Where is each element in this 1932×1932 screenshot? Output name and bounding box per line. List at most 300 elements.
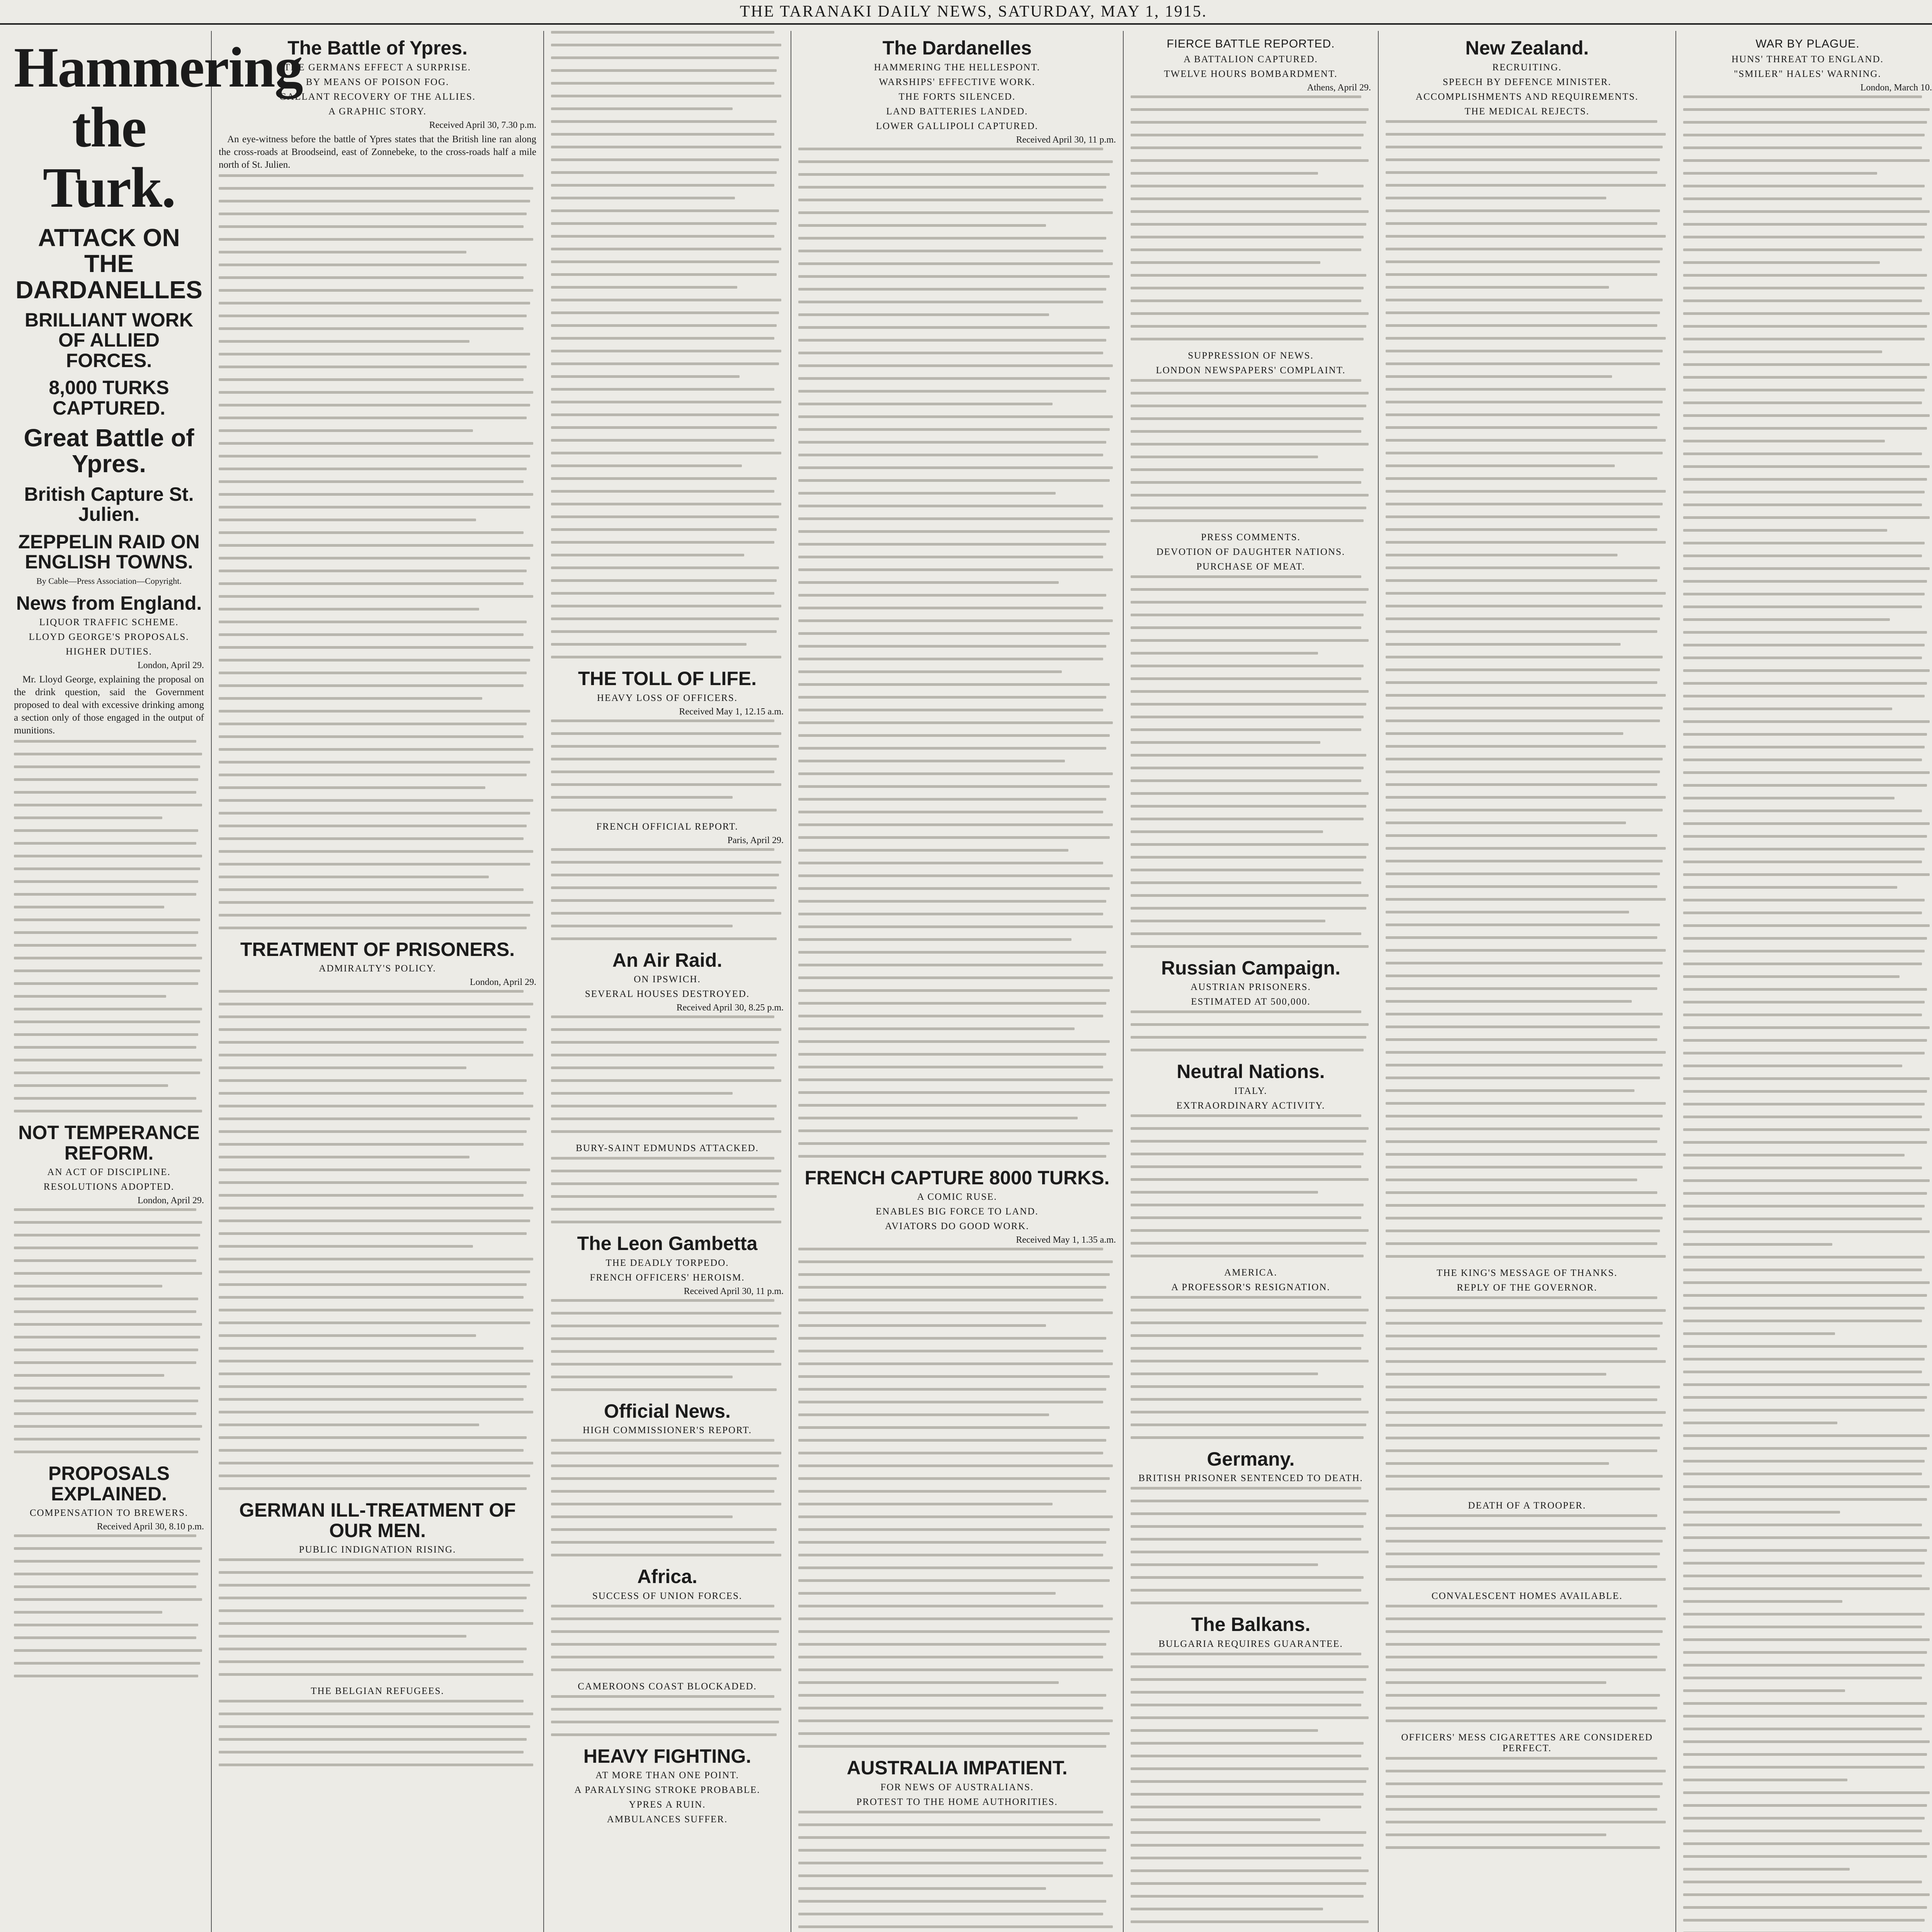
text-line	[219, 570, 527, 572]
text-line	[1131, 805, 1366, 808]
text-line	[1386, 1527, 1666, 1530]
text-line	[1386, 1166, 1663, 1168]
text-line	[798, 1027, 1075, 1030]
text-line	[1386, 311, 1660, 314]
text-line	[1683, 1320, 1922, 1322]
subheading: SUCCESS OF UNION FORCES.	[592, 1590, 743, 1601]
text-line	[1683, 440, 1885, 442]
text-line	[1683, 1613, 1925, 1616]
text-line	[219, 608, 479, 611]
text-line	[219, 1487, 527, 1490]
subheading: CONVALESCENT HOMES AVAILABLE.	[1431, 1590, 1623, 1601]
text-line	[1683, 1039, 1927, 1042]
text-line	[1386, 1475, 1663, 1478]
text-line	[1683, 912, 1922, 914]
text-line	[1683, 1256, 1925, 1259]
text-line	[1386, 1013, 1663, 1015]
text-line	[551, 299, 781, 301]
text-line	[219, 417, 527, 419]
text-line	[1683, 197, 1922, 200]
text-line	[219, 1609, 524, 1612]
text-line	[1683, 542, 1925, 544]
text-line	[219, 187, 533, 190]
text-line	[551, 452, 781, 454]
text-line	[798, 1388, 1106, 1391]
text-line	[219, 927, 527, 929]
text-line	[1683, 1562, 1925, 1565]
text-line	[1386, 681, 1657, 684]
text-line	[798, 823, 1113, 826]
text-line	[1131, 172, 1318, 175]
text-line	[1386, 579, 1657, 582]
text-line	[1683, 465, 1930, 468]
text-line	[551, 56, 779, 59]
text-line	[1386, 770, 1660, 773]
text-line	[1131, 767, 1364, 769]
text-line	[1386, 1630, 1663, 1633]
subheading: FOR NEWS OF AUSTRALIANS.	[880, 1782, 1034, 1793]
text-line	[1131, 1767, 1369, 1770]
text-line	[1683, 350, 1882, 353]
text-line	[798, 1002, 1106, 1005]
text-line	[798, 148, 1103, 150]
text-line	[551, 337, 774, 340]
text-line	[1131, 945, 1369, 948]
subheading: THE BELGIAN REFUGEES.	[311, 1686, 444, 1696]
text-line	[219, 315, 527, 317]
text-line	[1386, 566, 1660, 569]
text-line	[551, 107, 733, 110]
text-line	[1386, 146, 1663, 148]
text-line	[798, 1849, 1106, 1852]
text-line	[1683, 554, 1922, 557]
text-line	[798, 1464, 1113, 1467]
text-line	[1386, 503, 1663, 505]
column-1	[7, 31, 303, 1932]
text-line	[1386, 1360, 1666, 1363]
text-line	[1131, 869, 1364, 871]
text-line	[1131, 1114, 1361, 1117]
text-line	[1131, 1229, 1369, 1232]
text-line	[219, 1571, 533, 1574]
column-7	[1676, 31, 1932, 1932]
text-line	[1386, 490, 1666, 493]
text-line	[551, 1541, 774, 1544]
text-line	[551, 197, 735, 199]
subheading: SEVERAL HOUSES DESTROYED.	[585, 989, 750, 999]
text-line	[1386, 809, 1663, 811]
headline: Neutral Nations.	[1177, 1061, 1325, 1082]
text-line	[798, 938, 1071, 941]
text-line	[1131, 1411, 1369, 1413]
text-line	[798, 288, 1106, 291]
text-line	[1131, 1806, 1361, 1808]
subheading: AMERICA.	[1224, 1267, 1277, 1278]
text-line	[1386, 643, 1621, 646]
text-line	[1683, 1651, 1927, 1654]
text-line	[1683, 899, 1925, 901]
text-line	[1386, 847, 1666, 850]
text-line	[798, 339, 1106, 342]
text-line	[1386, 860, 1663, 862]
subheading: ADMIRALTY'S POLICY.	[319, 963, 436, 974]
text-line	[551, 1376, 733, 1378]
text-line	[219, 1079, 527, 1082]
text-line	[219, 1347, 524, 1350]
text-line	[1131, 1140, 1366, 1143]
text-line	[798, 811, 1103, 813]
text-line	[219, 1028, 527, 1031]
text-line	[551, 1452, 781, 1454]
text-line	[219, 582, 524, 585]
text-line	[1386, 1707, 1657, 1709]
text-line	[14, 957, 202, 959]
text-line	[1683, 1281, 1930, 1284]
text-line	[1131, 1729, 1318, 1732]
text-line	[1131, 575, 1361, 578]
text-line	[219, 1360, 533, 1362]
text-line	[551, 1054, 777, 1056]
subheading: LONDON NEWSPAPERS' COMPLAINT.	[1156, 365, 1346, 376]
dateline: Received April 30, 7.30 p.m.	[429, 120, 536, 130]
text-line	[1683, 746, 1925, 748]
text-line	[551, 1130, 781, 1133]
text-line	[1683, 1205, 1925, 1208]
text-line	[1386, 1833, 1606, 1836]
text-line	[551, 362, 779, 365]
subheading: DEATH OF A TROOPER.	[1468, 1500, 1586, 1511]
text-line	[798, 1592, 1056, 1595]
article-body-text	[551, 1299, 784, 1391]
text-line	[1683, 848, 1925, 850]
headline: AUSTRALIA IMPATIENT.	[847, 1757, 1068, 1779]
column-6	[1379, 31, 1676, 1932]
headline: FRENCH CAPTURE 8000 TURKS.	[804, 1167, 1110, 1189]
headline: THE TOLL OF LIFE.	[578, 668, 757, 689]
text-line	[798, 313, 1049, 316]
text-line	[1131, 274, 1366, 277]
text-line	[1683, 784, 1927, 787]
headline: Great Battle of Ypres.	[24, 424, 194, 478]
text-line	[551, 1015, 774, 1018]
text-line	[1683, 1052, 1925, 1054]
text-line	[1131, 1691, 1364, 1694]
text-line	[551, 503, 781, 505]
text-line	[798, 734, 1110, 737]
text-line	[798, 1452, 1103, 1454]
text-line	[1131, 1563, 1318, 1566]
text-line	[1683, 1728, 1922, 1730]
text-line	[1386, 1540, 1663, 1543]
text-line	[1386, 962, 1663, 964]
text-line	[219, 200, 530, 202]
headline: The Dardanelles	[882, 37, 1032, 59]
text-line	[219, 595, 533, 598]
headline: News from England.	[16, 592, 202, 614]
text-line	[14, 1374, 164, 1377]
text-line	[219, 238, 533, 241]
text-line	[551, 388, 774, 391]
text-line	[219, 506, 530, 509]
text-line	[1683, 695, 1925, 697]
text-line	[1131, 920, 1325, 922]
article-body-text	[551, 1015, 784, 1133]
text-line	[1683, 1167, 1922, 1169]
text-line	[1683, 236, 1925, 238]
text-line	[1131, 690, 1369, 693]
dateline: London, March 10.	[1860, 82, 1932, 93]
column-5	[1124, 31, 1379, 1932]
text-line	[219, 404, 530, 406]
text-line	[1386, 1605, 1657, 1607]
text-line	[219, 366, 527, 368]
text-line	[1683, 1677, 1922, 1679]
text-line	[1386, 1077, 1660, 1079]
text-line	[219, 659, 530, 662]
text-line	[1683, 1779, 1847, 1781]
dateline: London, April 29.	[138, 1196, 204, 1206]
text-line	[14, 1208, 196, 1211]
text-line	[798, 1528, 1110, 1531]
text-line	[1131, 588, 1369, 591]
text-line	[551, 1325, 779, 1327]
text-line	[219, 697, 482, 700]
text-line	[1683, 1192, 1927, 1195]
text-line	[219, 1181, 527, 1184]
subheading: PRESS COMMENTS.	[1201, 532, 1301, 543]
text-line	[1131, 1538, 1361, 1541]
text-line	[14, 867, 200, 870]
text-line	[219, 1462, 533, 1464]
text-line	[1386, 668, 1660, 671]
text-line	[1683, 1791, 1930, 1794]
text-line	[219, 1117, 530, 1120]
text-line	[798, 1142, 1110, 1145]
text-line	[1386, 719, 1660, 722]
text-line	[798, 1515, 1113, 1518]
subheading: ITALY.	[1234, 1085, 1267, 1096]
text-line	[551, 1617, 781, 1620]
text-line	[1683, 1090, 1927, 1093]
text-line	[1683, 1753, 1927, 1756]
headline: Hammering the Turk.	[14, 36, 303, 219]
text-line	[1131, 108, 1369, 111]
text-line	[1683, 1715, 1925, 1718]
text-line	[14, 1425, 202, 1428]
subheading: GALLANT RECOVERY OF THE ALLIES.	[279, 91, 476, 102]
text-line	[551, 31, 774, 34]
text-line	[219, 429, 473, 432]
subheading: ESTIMATED AT 500,000.	[1191, 997, 1311, 1007]
text-line	[798, 658, 1103, 660]
text-line	[1683, 1001, 1925, 1003]
text-line	[1131, 1165, 1361, 1168]
article-body-text	[551, 848, 784, 940]
text-line	[551, 1554, 781, 1556]
text-line	[219, 1066, 466, 1069]
subheading: SPEECH BY DEFENCE MINISTER.	[1442, 77, 1612, 87]
text-line	[219, 621, 527, 623]
text-line	[14, 1451, 198, 1453]
text-line	[1131, 1869, 1369, 1872]
text-line	[798, 1836, 1110, 1839]
text-line	[1683, 975, 1900, 978]
text-line	[1386, 1296, 1657, 1299]
text-line	[1131, 1385, 1364, 1388]
headline: British Capture St. Julien.	[24, 483, 194, 526]
text-line	[1131, 417, 1364, 420]
text-line	[1131, 1908, 1323, 1910]
text-line	[1386, 1757, 1657, 1760]
text-line	[1131, 601, 1366, 604]
subheading: THE MEDICAL REJECTS.	[1464, 106, 1590, 117]
text-line	[551, 1733, 777, 1736]
subheading: HUNS' THREAT TO ENGLAND.	[1731, 54, 1884, 65]
text-line	[1683, 491, 1925, 493]
text-line	[1131, 830, 1323, 833]
text-line	[219, 1751, 524, 1753]
article-body-text	[798, 1248, 1116, 1748]
text-line	[219, 1321, 530, 1324]
text-line	[1131, 792, 1369, 795]
text-line	[1131, 1423, 1366, 1426]
text-line	[1131, 379, 1361, 382]
text-line	[551, 592, 774, 595]
text-line	[798, 492, 1056, 495]
text-line	[219, 646, 533, 649]
text-line	[1131, 287, 1364, 289]
text-line	[1386, 452, 1663, 454]
text-line	[1131, 159, 1369, 162]
text-line	[798, 683, 1110, 686]
text-line	[1683, 452, 1922, 455]
text-line	[798, 1887, 1046, 1890]
text-line	[1386, 1064, 1663, 1066]
article-body-text	[219, 1700, 536, 1766]
text-line	[1683, 338, 1925, 340]
subheading: THE DEADLY TORPEDO.	[605, 1257, 729, 1268]
text-line	[551, 1028, 781, 1031]
article-body-text	[1131, 575, 1371, 948]
text-line	[219, 723, 527, 725]
text-line	[1386, 1578, 1666, 1581]
text-line	[798, 301, 1103, 303]
text-line	[1683, 1881, 1922, 1883]
text-line	[1683, 516, 1930, 519]
article-body-text	[1386, 1514, 1668, 1581]
text-line	[1131, 1242, 1366, 1245]
text-line	[798, 709, 1103, 711]
text-line	[1386, 273, 1657, 276]
text-line	[219, 812, 530, 815]
text-line	[798, 1426, 1110, 1429]
text-line	[551, 758, 777, 760]
text-line	[219, 761, 530, 764]
text-line	[1683, 1422, 1837, 1424]
text-line	[798, 1248, 1103, 1250]
text-line	[1131, 1780, 1366, 1783]
text-line	[1386, 1179, 1637, 1181]
text-line	[1683, 593, 1925, 595]
text-line	[798, 186, 1106, 189]
text-line	[1683, 1830, 1922, 1832]
text-line	[1386, 1643, 1660, 1646]
text-line	[798, 925, 1113, 928]
text-line	[798, 607, 1103, 609]
text-line	[1683, 1766, 1925, 1769]
text-line	[1131, 1178, 1369, 1181]
text-line	[798, 1439, 1106, 1442]
article-body-text	[1386, 1605, 1668, 1722]
text-line	[1683, 720, 1930, 723]
text-line	[1683, 1332, 1835, 1335]
text-line	[14, 1438, 200, 1440]
text-line	[219, 1423, 479, 1426]
text-line	[219, 289, 533, 292]
text-line	[1131, 779, 1361, 782]
text-line	[219, 876, 489, 878]
text-line	[1386, 1449, 1657, 1452]
text-line	[798, 199, 1103, 201]
text-line	[14, 1323, 202, 1326]
text-line	[1683, 1868, 1850, 1871]
text-line	[798, 964, 1103, 966]
text-line	[1683, 707, 1892, 710]
text-line	[14, 829, 198, 832]
text-line	[219, 1597, 527, 1599]
text-line	[219, 225, 524, 228]
article-body-text	[14, 1208, 204, 1453]
text-line	[1131, 728, 1361, 731]
text-line	[1683, 963, 1922, 965]
text-line	[1386, 1514, 1657, 1517]
masthead: THE TARANAKI DAILY NEWS, SATURDAY, MAY 1, 1915.	[0, 0, 1932, 25]
text-line	[1386, 1309, 1666, 1312]
text-line	[551, 1477, 777, 1480]
text-line	[14, 1020, 200, 1023]
text-line	[1683, 605, 1922, 608]
text-line	[14, 1560, 200, 1563]
text-line	[1683, 108, 1930, 111]
text-line	[551, 1721, 779, 1723]
text-line	[551, 375, 740, 378]
text-line	[219, 1660, 524, 1663]
text-line	[1683, 1804, 1927, 1807]
text-line	[219, 1130, 527, 1133]
text-line	[1386, 1347, 1657, 1350]
text-line	[551, 439, 774, 442]
text-line	[798, 479, 1110, 482]
text-line	[1131, 1372, 1318, 1375]
text-line	[798, 913, 1103, 915]
text-line	[798, 849, 1068, 852]
text-line	[1683, 1702, 1927, 1705]
text-line	[551, 82, 774, 85]
text-line	[1683, 682, 1927, 685]
text-line	[1683, 759, 1922, 761]
text-line	[798, 1566, 1113, 1569]
text-line	[798, 326, 1110, 329]
text-line	[14, 1400, 198, 1402]
text-line	[1683, 631, 1927, 634]
text-line	[798, 377, 1110, 380]
text-line	[1683, 223, 1927, 226]
text-line	[551, 796, 733, 799]
text-line	[1683, 312, 1930, 315]
text-line	[551, 184, 774, 187]
text-line	[798, 1324, 1046, 1327]
text-line	[1131, 741, 1320, 744]
